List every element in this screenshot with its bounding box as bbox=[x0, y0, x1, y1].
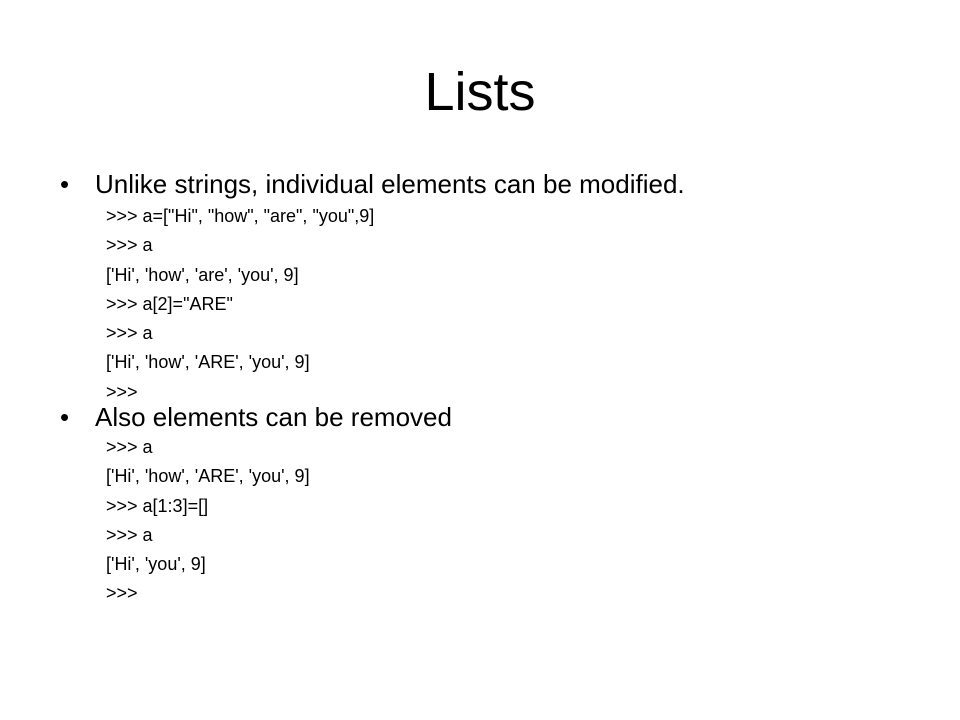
code-line: >>> a bbox=[106, 437, 153, 457]
code-line: ['Hi', 'you', 9] bbox=[106, 554, 206, 575]
code-line: >>> bbox=[106, 583, 138, 604]
code-line: ['Hi', 'how', 'ARE', 'you', 9] bbox=[106, 352, 310, 373]
code-line: >>> a[2]="ARE" bbox=[106, 293, 233, 314]
code-block bbox=[106, 202, 374, 407]
code-line: >>> bbox=[106, 381, 138, 402]
code-line: >>> a bbox=[106, 235, 153, 256]
code-line: ['Hi', 'how', 'ARE', 'you', 9] bbox=[106, 466, 310, 487]
bullet-text: Unlike strings, individual elements can be modified. bbox=[95, 169, 685, 199]
code-line: >>> a bbox=[106, 323, 153, 344]
bullet-text: Also elements can be removed bbox=[95, 402, 452, 432]
code-block bbox=[106, 433, 310, 609]
code-line: ['Hi', 'how', 'are', 'you', 9] bbox=[106, 264, 299, 285]
bullet-marker: • bbox=[60, 402, 70, 432]
code-line: >>> a=["Hi", "how", "are", "you",9] bbox=[106, 206, 375, 226]
bullet-item bbox=[60, 400, 452, 434]
bullet-item bbox=[60, 167, 685, 201]
code-line: >>> a bbox=[106, 524, 153, 545]
code-line: >>> a[1:3]=[] bbox=[106, 495, 209, 516]
slide-title: Lists bbox=[424, 62, 536, 122]
bullet-marker: • bbox=[60, 169, 70, 199]
